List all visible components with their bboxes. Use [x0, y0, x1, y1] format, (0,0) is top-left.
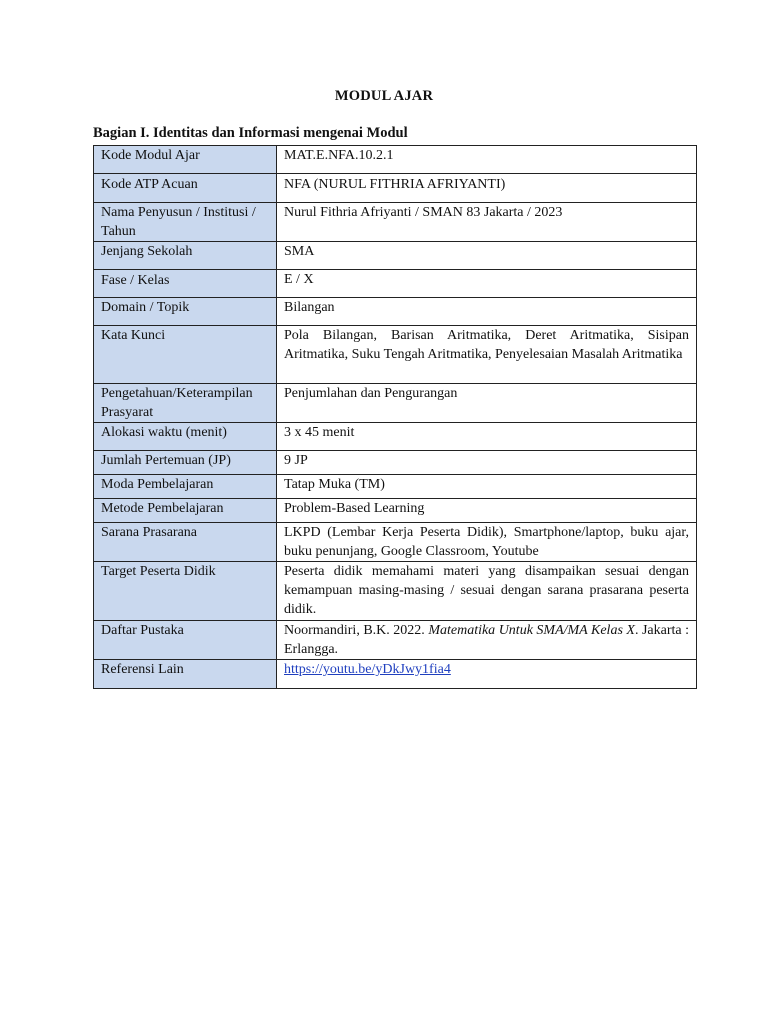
row-label: Metode Pembelajaran [94, 499, 277, 523]
row-label: Domain / Topik [94, 298, 277, 326]
row-value: LKPD (Lembar Kerja Peserta Didik), Smartphone/laptop, buku ajar, buku penunjang, Google Classroom, Youtube [277, 523, 697, 562]
table-row [94, 451, 697, 475]
reference-publisher: . Jakarta : Erlangga. [284, 623, 690, 657]
section-heading: Bagian I. Identitas dan Informasi mengenai Modul [93, 125, 408, 141]
row-value: Peserta didik memahami materi yang disampaikan sesuai dengan kemampuan masing-masing / sesuai dengan sarana prasarana peserta didik. [277, 562, 697, 621]
row-value: Problem-Based Learning [277, 499, 697, 523]
row-value: Pola Bilangan, Barisan Aritmatika, Deret Aritmatika, Sisipan Aritmatika, Suku Tengah Aritmatika, Penyelesaian Masalah Aritmatika [277, 326, 697, 384]
row-value: NFA (NURUL FITHRIA AFRIYANTI) [277, 174, 697, 203]
row-label: Daftar Pustaka [94, 621, 277, 660]
row-label: Nama Penyusun / Institusi / Tahun [94, 203, 277, 242]
row-label: Jumlah Pertemuan (JP) [94, 451, 277, 475]
table-row [94, 174, 697, 203]
row-value: 3 x 45 menit [277, 423, 697, 451]
document-title: MODUL AJAR [334, 88, 434, 104]
table-row [94, 499, 697, 523]
row-value: E / X [277, 270, 697, 298]
table-row [94, 242, 697, 270]
row-label: Jenjang Sekolah [94, 242, 277, 270]
table-row [94, 660, 697, 689]
row-label: Kode ATP Acuan [94, 174, 277, 203]
table-row [94, 562, 697, 621]
row-label: Referensi Lain [94, 660, 277, 689]
table-row [94, 423, 697, 451]
row-label: Alokasi waktu (menit) [94, 423, 277, 451]
table-row [94, 475, 697, 499]
row-value [277, 660, 697, 689]
row-label: Kata Kunci [94, 326, 277, 384]
row-value: Penjumlahan dan Pengurangan [277, 384, 697, 423]
row-value: Tatap Muka (TM) [277, 475, 697, 499]
table-row [94, 384, 697, 423]
row-value: Nurul Fithria Afriyanti / SMAN 83 Jakarta / 2023 [277, 203, 697, 242]
row-value: MAT.E.NFA.10.2.1 [277, 146, 697, 174]
module-info-table [93, 145, 697, 689]
row-label: Target Peserta Didik [94, 562, 277, 621]
row-value: 9 JP [277, 451, 697, 475]
row-label: Sarana Prasarana [94, 523, 277, 562]
table-row [94, 326, 697, 384]
table-row [94, 523, 697, 562]
row-value [277, 621, 697, 660]
reference-author: Noormandiri, B.K. 2022. [284, 623, 429, 638]
table-row [94, 203, 697, 242]
table-row [94, 146, 697, 174]
reference-book-title: Matematika Untuk SMA/MA Kelas X [428, 623, 635, 638]
table-row [94, 298, 697, 326]
table-row [94, 621, 697, 660]
table-row [94, 270, 697, 298]
row-value: Bilangan [277, 298, 697, 326]
row-label: Fase / Kelas [94, 270, 277, 298]
row-value: SMA [277, 242, 697, 270]
youtube-reference-link[interactable]: https://youtu.be/yDkJwy1fia4 [284, 662, 451, 677]
row-label: Pengetahuan/Keterampilan Prasyarat [94, 384, 277, 423]
row-label: Kode Modul Ajar [94, 146, 277, 174]
row-label: Moda Pembelajaran [94, 475, 277, 499]
